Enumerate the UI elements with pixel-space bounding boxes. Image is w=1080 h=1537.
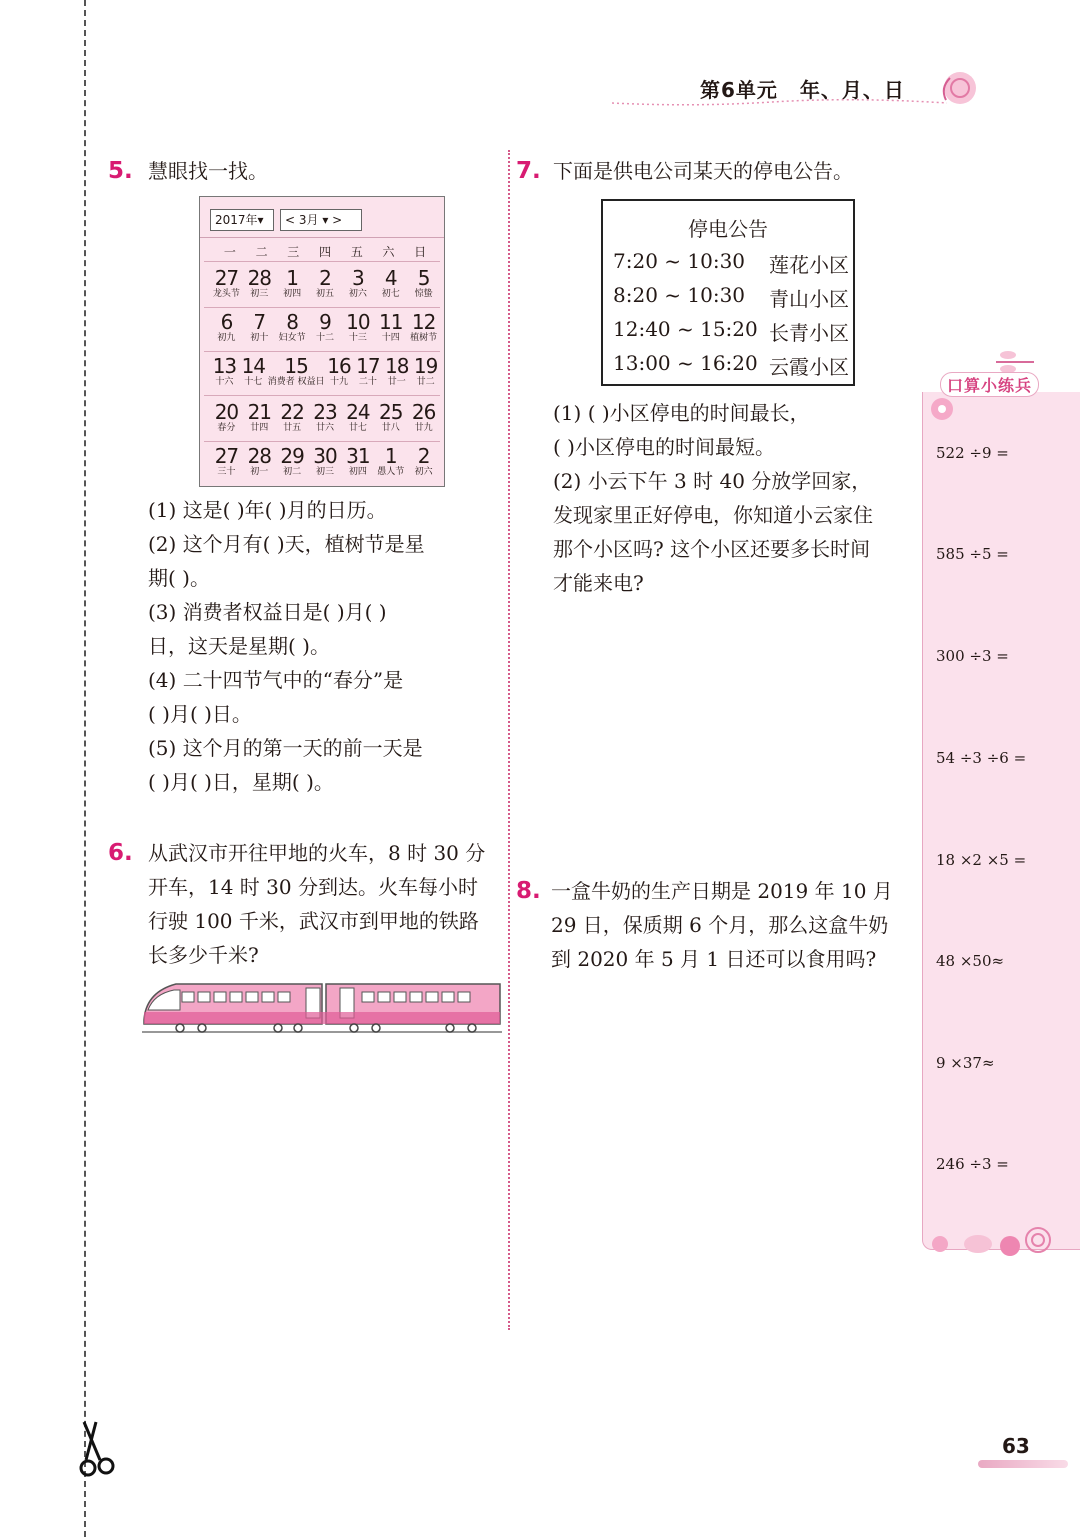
day-number: 1 — [384, 444, 397, 468]
day-number: 31 — [346, 444, 370, 468]
day-number: 17 — [356, 354, 380, 378]
flower-icon — [936, 64, 984, 112]
day-number: 24 — [346, 400, 370, 424]
lunar-label: 初六 — [348, 289, 367, 299]
day-number: 6 — [220, 310, 233, 334]
weekday-label: 二 — [255, 245, 268, 259]
lunar-label: 廿六 — [316, 423, 335, 433]
notice-row — [613, 249, 849, 278]
drill-item: 9 ×37≈ — [936, 1054, 995, 1072]
lunar-label: 初十 — [250, 333, 269, 343]
lunar-label: 初三 — [316, 467, 335, 477]
calendar-day-cell — [210, 311, 243, 344]
unit-label: 第6单元 — [700, 78, 778, 102]
calendar-day-cell — [276, 401, 309, 434]
question-8-line: 29 日，保质期 6 个月，那么这盒牛奶 — [551, 913, 889, 937]
question-7-line: 那个小区吗? 这个小区还要多长时间 — [553, 537, 871, 561]
day-number: 22 — [280, 400, 304, 424]
calendar-day-cell — [309, 445, 342, 478]
question-5-number: 5. — [108, 158, 133, 184]
lunar-label: 十九 — [330, 377, 349, 387]
weekday-label: 日 — [414, 245, 427, 259]
weekday-label: 一 — [223, 245, 236, 259]
calendar-week-row — [210, 355, 440, 388]
lunar-label: 妇女节 — [278, 333, 306, 343]
question-5-title: 慧眼找一找。 — [148, 159, 268, 183]
lunar-label: 廿七 — [348, 423, 367, 433]
question-6-text — [148, 836, 500, 972]
day-number: 27 — [214, 444, 239, 468]
calendar-day-cell — [210, 445, 243, 478]
calendar — [199, 196, 445, 487]
calendar-day-cell — [341, 445, 374, 478]
calendar-day-cell — [309, 311, 342, 344]
lunar-label: 消费者 权益日 — [267, 377, 325, 387]
day-number: 2 — [417, 444, 430, 468]
lunar-label: 廿二 — [416, 377, 435, 387]
day-number: 13 — [212, 354, 237, 378]
day-number: 25 — [379, 400, 403, 424]
day-number: 29 — [280, 444, 304, 468]
question-6-line: 从武汉市开往甲地的火车，8 时 30 分 — [148, 841, 486, 865]
calendar-week-row — [210, 445, 440, 478]
calendar-day-cell — [210, 355, 239, 388]
train-illustration — [140, 978, 502, 1038]
day-number: 4 — [384, 266, 397, 290]
calendar-day-cell — [210, 267, 243, 300]
day-number: 12 — [411, 310, 436, 334]
calendar-day-cell — [411, 355, 440, 388]
question-8-line: 一盒牛奶的生产日期是 2019 年 10 月 — [551, 879, 893, 903]
lunar-label: 初二 — [283, 467, 302, 477]
question-7-line: 发现家里正好停电，你知道小云家住 — [553, 503, 873, 527]
calendar-divider — [200, 237, 444, 238]
day-number: 10 — [346, 310, 370, 334]
scissors-icon — [76, 1420, 120, 1482]
lunar-label: 初九 — [217, 333, 236, 343]
question-6-line: 开车，14 时 30 分到达。火车每小时 — [148, 875, 478, 899]
lunar-label: 植树节 — [410, 333, 438, 343]
calendar-row-divider — [204, 261, 440, 262]
drill-item: 48 ×50≈ — [936, 952, 1005, 970]
day-number: 28 — [247, 444, 272, 468]
day-number: 3 — [352, 266, 364, 290]
calendar-day-cell — [382, 355, 411, 388]
calendar-day-cell — [239, 355, 268, 388]
lunar-label: 二十 — [358, 377, 377, 387]
cut-line — [84, 0, 86, 1537]
notice-time: 13:00 ~ 16:20 — [613, 351, 758, 375]
calendar-day-cell — [374, 311, 407, 344]
notice-time: 7:20 ~ 10:30 — [613, 249, 746, 273]
question-5-line: (1) 这是( )年( )月的日历。 — [148, 498, 387, 522]
calendar-week-row — [210, 311, 440, 344]
question-5-line: (4) 二十四节气中的“春分”是 — [148, 668, 404, 692]
weekday-label: 三 — [287, 245, 300, 259]
question-8-number: 8. — [516, 878, 541, 904]
page-number-bar — [978, 1460, 1068, 1468]
notice-row — [613, 351, 849, 380]
drill-item: 585 ÷5 = — [936, 545, 1009, 563]
calendar-day-cell — [374, 267, 407, 300]
lunar-label: 十二 — [316, 333, 335, 343]
day-number: 30 — [313, 444, 337, 468]
day-number: 23 — [313, 400, 337, 424]
calendar-day-cell — [309, 267, 342, 300]
day-number: 5 — [417, 266, 430, 290]
question-6-line: 行驶 100 千米，武汉市到甲地的铁路 — [148, 909, 479, 933]
notice-time: 8:20 ~ 10:30 — [613, 283, 746, 307]
mental-math-title: 口算小练兵 — [940, 372, 1039, 397]
calendar-row-divider — [204, 441, 440, 442]
calendar-day-cell — [210, 401, 243, 434]
mental-math-panel — [922, 392, 1080, 1250]
calendar-day-cell — [407, 445, 440, 478]
notice-area: 青山小区 — [769, 287, 849, 311]
calendar-day-cell — [341, 311, 374, 344]
lunar-label: 初一 — [250, 467, 269, 477]
lunar-label: 初四 — [283, 289, 302, 299]
lunar-label: 十七 — [244, 377, 263, 387]
weekday-header — [214, 243, 436, 260]
question-5-line: ( )月( )日，星期( )。 — [148, 770, 334, 794]
lunar-label: 初三 — [250, 289, 269, 299]
day-number: 21 — [247, 400, 272, 424]
lunar-label: 初五 — [316, 289, 335, 299]
day-number: 20 — [214, 400, 239, 424]
outage-notice — [601, 199, 855, 386]
day-number: 27 — [214, 266, 239, 290]
decoration-icon — [926, 1222, 1056, 1266]
question-7-line: (1) ( )小区停电的时间最长， — [553, 401, 810, 425]
calendar-day-cell — [407, 401, 440, 434]
lunar-label: 廿八 — [381, 423, 400, 433]
day-number: 18 — [385, 354, 409, 378]
flower-icon — [925, 394, 959, 424]
question-5-line: (5) 这个月的第一天的前一天是 — [148, 736, 423, 760]
notice-row — [613, 283, 849, 312]
calendar-row-divider — [204, 351, 440, 352]
weekday-label: 五 — [350, 245, 363, 259]
question-8-line: 到 2020 年 5 月 1 日还可以食用吗? — [551, 947, 877, 971]
day-number: 7 — [253, 310, 266, 334]
calendar-day-cell — [276, 311, 309, 344]
day-number: 9 — [319, 310, 331, 334]
notice-row — [613, 317, 849, 346]
day-number: 14 — [241, 354, 266, 378]
calendar-day-cell — [341, 267, 374, 300]
question-5-prompts — [148, 493, 500, 799]
calendar-day-cell — [325, 355, 354, 388]
month-select: < 3月 ▾ > — [280, 209, 362, 231]
unit-title: 年、月、日 — [799, 78, 905, 102]
calendar-row-divider — [204, 395, 440, 396]
calendar-day-cell — [276, 267, 309, 300]
question-5-line: (3) 消费者权益日是( )月( ) — [148, 600, 387, 624]
day-number: 2 — [319, 266, 331, 290]
question-7-number: 7. — [516, 158, 541, 184]
lunar-label: 廿一 — [387, 377, 406, 387]
lunar-label: 三十 — [217, 467, 236, 477]
question-6-line: 长多少千米? — [148, 943, 259, 967]
question-7-title: 下面是供电公司某天的停电公告。 — [553, 159, 853, 183]
lunar-label: 廿四 — [250, 423, 269, 433]
drill-item: 300 ÷3 = — [936, 647, 1009, 665]
page-number: 63 — [1002, 1434, 1030, 1458]
day-number: 28 — [247, 266, 272, 290]
question-8-text — [551, 874, 907, 976]
calendar-day-cell — [243, 445, 276, 478]
question-7-line: (2) 小云下午 3 时 40 分放学回家， — [553, 469, 872, 493]
weekday-label: 四 — [319, 245, 332, 259]
question-5-line: 期( )。 — [148, 566, 210, 590]
day-number: 15 — [284, 354, 308, 378]
calendar-week-row — [210, 267, 440, 300]
calendar-row-divider — [204, 307, 440, 308]
calendar-day-cell — [374, 401, 407, 434]
calendar-day-cell — [309, 401, 342, 434]
lunar-label: 龙头节 — [212, 289, 240, 299]
question-5-line: ( )月( )日。 — [148, 702, 252, 726]
notice-title: 停电公告 — [688, 217, 768, 241]
day-number: 26 — [411, 400, 436, 424]
year-select: 2017年▾ — [210, 209, 274, 231]
calendar-week-row — [210, 401, 440, 434]
drill-item: 54 ÷3 ÷6 = — [936, 749, 1027, 767]
calendar-day-cell — [341, 401, 374, 434]
calendar-day-cell — [407, 311, 440, 344]
day-number: 16 — [327, 354, 351, 378]
question-5-line: (2) 这个月有( )天，植树节是星 — [148, 532, 425, 556]
calendar-day-cell — [353, 355, 382, 388]
day-number: 1 — [286, 266, 299, 290]
header-dotted-line — [612, 98, 947, 108]
notice-area: 莲花小区 — [769, 253, 849, 277]
notice-area: 长青小区 — [769, 321, 849, 345]
calendar-day-cell — [374, 445, 407, 478]
question-5-line: 日，这天是星期( )。 — [148, 634, 330, 658]
drill-item: 246 ÷3 = — [936, 1155, 1009, 1173]
notice-time: 12:40 ~ 15:20 — [613, 317, 758, 341]
lunar-label: 初四 — [348, 467, 367, 477]
calendar-day-cell — [243, 267, 276, 300]
column-separator — [508, 150, 510, 1330]
drill-item: 18 ×2 ×5 = — [936, 851, 1027, 869]
calendar-day-cell — [243, 401, 276, 434]
notice-area: 云霞小区 — [769, 355, 849, 379]
question-7-line: ( )小区停电的时间最短。 — [553, 435, 775, 459]
calendar-day-cell — [407, 267, 440, 300]
lunar-label: 十四 — [381, 333, 400, 343]
day-number: 19 — [413, 354, 438, 378]
calendar-day-cell — [268, 355, 325, 388]
lunar-label: 惊蛰 — [414, 289, 433, 299]
question-7-line: 才能来电? — [553, 571, 644, 595]
lunar-label: 廿九 — [414, 423, 433, 433]
question-6-number: 6. — [108, 840, 133, 866]
lunar-label: 初六 — [414, 467, 433, 477]
calendar-day-cell — [243, 311, 276, 344]
calendar-day-cell — [276, 445, 309, 478]
question-7-prompts — [553, 396, 905, 600]
drill-item: 522 ÷9 = — [936, 444, 1009, 462]
day-number: 8 — [286, 310, 299, 334]
lunar-label: 十六 — [215, 377, 234, 387]
lunar-label: 廿五 — [283, 423, 302, 433]
weekday-label: 六 — [382, 245, 395, 259]
lunar-label: 愚人节 — [377, 467, 405, 477]
day-number: 11 — [379, 310, 403, 334]
lunar-label: 初七 — [381, 289, 400, 299]
lunar-label: 春分 — [217, 423, 236, 433]
lunar-label: 十三 — [348, 333, 367, 343]
